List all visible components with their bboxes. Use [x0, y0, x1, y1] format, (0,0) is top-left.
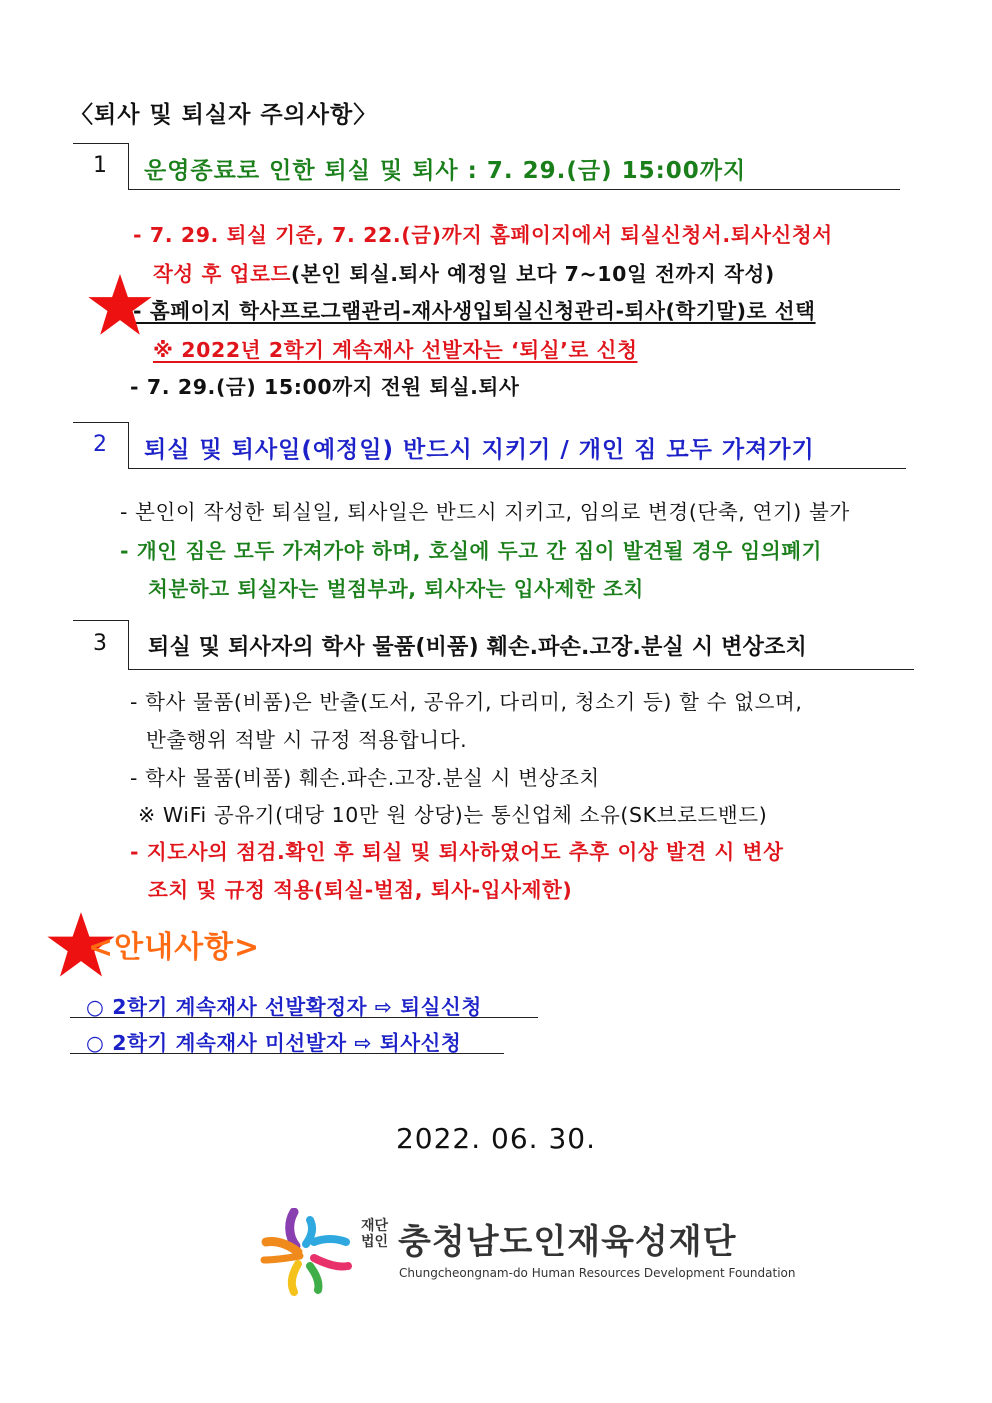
star-icon [87, 272, 153, 338]
section-line: 반출행위 적발 시 규정 적용합니다. [146, 728, 468, 752]
section-line: - 지도사의 점검.확인 후 퇴실 및 퇴사하였어도 추후 이상 발견 시 변상 [130, 840, 784, 864]
section-line: - 학사 물품(비품)은 반출(도서, 공유기, 다리미, 청소기 등) 할 수 없으며, [130, 690, 803, 714]
section-title: 운영종료로 인한 퇴실 및 퇴사 : 7. 29.(금) 15:00까지 [144, 158, 747, 184]
section-number: 3 [93, 631, 107, 656]
section-line: - 7. 29. 퇴실 기준, 7. 22.(금)까지 홈페이지에서 퇴실신청서.퇴사신청서 [133, 223, 833, 247]
section-line: - 학사 물품(비품) 훼손.파손.고장.분실 시 변상조치 [130, 766, 600, 790]
section-title: 퇴실 및 퇴사자의 학사 물품(비품) 훼손.파손.고장.분실 시 변상조치 [148, 635, 807, 660]
logo-prefix: 재단 법인 [361, 1218, 389, 1250]
notice-title: <안내사항> [88, 930, 261, 965]
page-title: 〈퇴사 및 퇴실자 주의사항〉 [70, 102, 378, 128]
section-line: - 7. 29.(금) 15:00까지 전원 퇴실.퇴사 [130, 375, 520, 399]
section-line: ※ WiFi 공유기(대당 10만 원 상당)는 통신업체 소유(SK브로드밴드) [138, 803, 768, 827]
section-line: - 홈페이지 학사프로그램관리-재사생입퇴실신청관리-퇴사(학기말)로 선택 [133, 299, 816, 323]
section-line: 처분하고 퇴실자는 벌점부과, 퇴사자는 입사제한 조치 [148, 577, 644, 601]
section-line: 조치 및 규정 적용(퇴실-벌점, 퇴사-입사제한) [148, 878, 573, 902]
notice-item: ○ 2학기 계속재사 미선발자 ⇨ 퇴사신청 [86, 1031, 462, 1055]
section-title: 퇴실 및 퇴사일(예정일) 반드시 지키기 / 개인 짐 모두 가져가기 [144, 437, 815, 463]
document-date: 2022. 06. 30. [395, 1122, 597, 1155]
section-line: - 개인 짐은 모두 가져가야 하며, 호실에 두고 간 짐이 발견될 경우 임의폐기 [120, 539, 823, 563]
section-line: ※ 2022년 2학기 계속재사 선발자는 ‘퇴실’로 신청 [153, 338, 638, 362]
section-line: 작성 후 업로드(본인 퇴실.퇴사 예정일 보다 7~10일 전까지 작성) [153, 262, 775, 286]
section-line: - 본인이 작성한 퇴실일, 퇴사일은 반드시 지키고, 임의로 변경(단축, 연기) 불가 [120, 500, 850, 524]
org-name-en: Chungcheongnam-do Human Resources Development Foundation [399, 1266, 796, 1280]
section-number: 1 [93, 153, 107, 178]
logo-icon [258, 1208, 354, 1298]
notice-item: ○ 2학기 계속재사 선발확정자 ⇨ 퇴실신청 [86, 995, 482, 1019]
section-number: 2 [93, 432, 107, 457]
org-name: 충청남도인재육성재단 [398, 1222, 737, 1262]
footer-logo [258, 1208, 796, 1298]
